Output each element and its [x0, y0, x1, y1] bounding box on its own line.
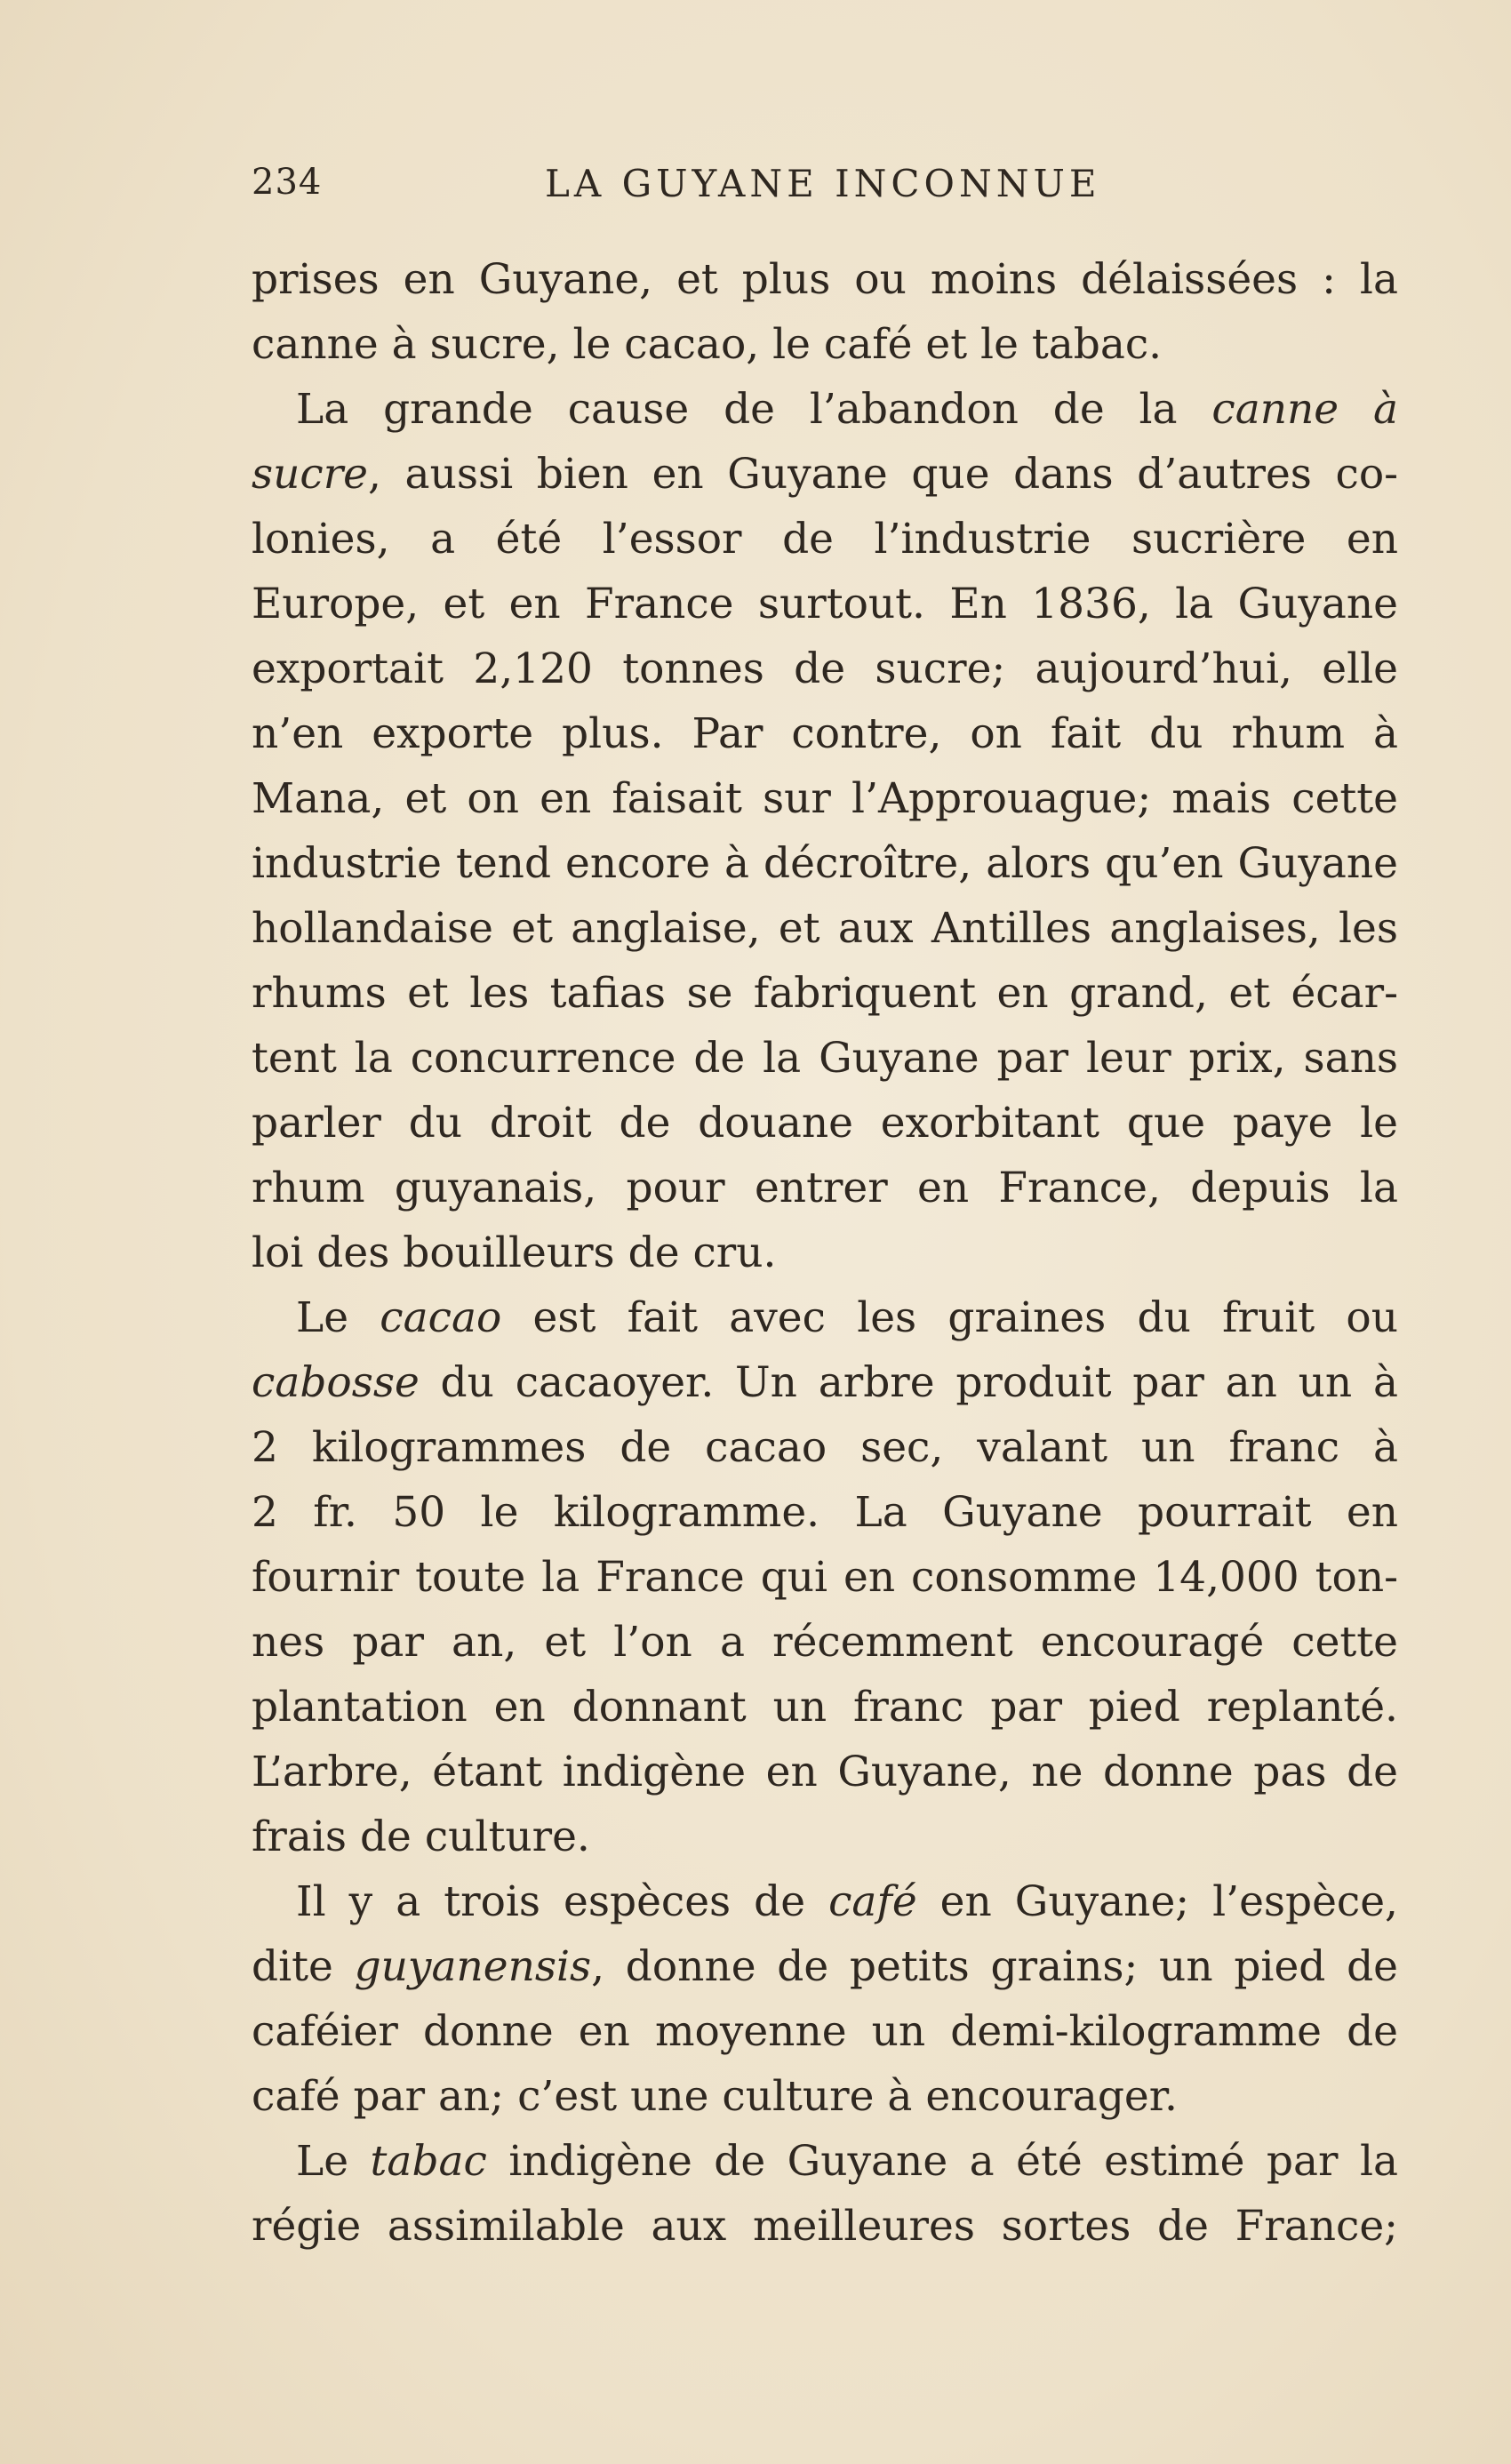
text-run: , donne de petits grains; un pied de: [591, 1942, 1398, 1991]
text-run: industrie tend encore à décroître, alors qu’en Guyane: [252, 839, 1398, 888]
text-line: [252, 507, 1398, 572]
text-line: [252, 572, 1398, 636]
text-line: [252, 1156, 1398, 1220]
page-header: [252, 162, 1398, 215]
text-run: La grande cause de l’abandon de la: [296, 385, 1212, 434]
page-number: 234: [252, 162, 323, 203]
text-line: [252, 1350, 1398, 1415]
italic-term: tabac: [370, 2137, 487, 2186]
text-run: lonies, a été l’essor de l’industrie sucrière en: [252, 515, 1398, 564]
text-run: café par an; c’est une culture à encourager.: [252, 2072, 1178, 2121]
text-run: du cacaoyer. Un arbre produit par an un à: [419, 1358, 1398, 1407]
text-line: [252, 1545, 1398, 1610]
text-line: [252, 1026, 1398, 1091]
text-line: [252, 636, 1398, 701]
running-title: LA GUYANE INCONNUE: [545, 162, 1101, 205]
text-line: [252, 766, 1398, 831]
text-run: Mana, et on en faisait sur l’Approuague; mais cette: [252, 774, 1398, 823]
text-line: [252, 1740, 1398, 1804]
text-line: [252, 1934, 1398, 1999]
text-line: [252, 247, 1398, 312]
text-run: Le: [296, 1293, 380, 1342]
text-run: hollandaise et anglaise, et aux Antilles anglaises, les: [252, 904, 1398, 953]
text-line: [252, 2194, 1398, 2259]
text-run: nes par an, et l’on a récemment encouragé cette: [252, 1618, 1398, 1667]
text-line: [252, 701, 1398, 766]
text-run: caféier donne en moyenne un demi-kilogramme de: [252, 2007, 1398, 2056]
text-run: frais de culture.: [252, 1812, 590, 1861]
italic-term: cabosse: [252, 1358, 420, 1407]
text-run: , aussi bien en Guyane que dans d’autres co-: [368, 450, 1398, 499]
text-run: tent la concurrence de la Guyane par leur prix, sans: [252, 1034, 1398, 1083]
italic-term: guyanensis: [354, 1942, 592, 1991]
text-line: [252, 442, 1398, 507]
text-line: [252, 1869, 1398, 1934]
text-run: exportait 2,120 tonnes de sucre; aujourd’hui, elle: [252, 644, 1398, 693]
text-line: [252, 2064, 1398, 2129]
text-run: rhums et les tafias se fabriquent en grand, et écar-: [252, 969, 1398, 1018]
italic-term: sucre: [252, 450, 368, 499]
text-run: Europe, et en France surtout. En 1836, la Guyane: [252, 580, 1398, 628]
text-run: indigène de Guyane a été estimé par la: [486, 2137, 1398, 2186]
text-line: [252, 1610, 1398, 1675]
text-run: rhum guyanais, pour entrer en France, depuis la: [252, 1164, 1398, 1212]
text-line: [252, 1220, 1398, 1285]
text-line: [252, 312, 1398, 377]
text-line: [252, 961, 1398, 1026]
text-run: parler du droit de douane exorbitant que paye le: [252, 1099, 1398, 1148]
text-run: L’arbre, étant indigène en Guyane, ne donne pas de: [252, 1748, 1398, 1796]
text-run: en Guyane; l’espèce,: [916, 1877, 1398, 1926]
text-line: [252, 1091, 1398, 1156]
text-run: prises en Guyane, et plus ou moins délaissées : la: [252, 255, 1398, 304]
text-run: plantation en donnant un franc par pied replanté.: [252, 1683, 1398, 1732]
text-run: régie assimilable aux meilleures sortes de France;: [252, 2202, 1398, 2251]
text-line: [252, 831, 1398, 896]
text-line: [252, 1480, 1398, 1545]
text-line: [252, 2129, 1398, 2194]
text-run: 2 kilogrammes de cacao sec, valant un franc à: [252, 1423, 1398, 1472]
text-run: dite: [252, 1942, 355, 1991]
text-run: Il y a trois espèces de: [296, 1877, 829, 1926]
text-line: [252, 1675, 1398, 1740]
italic-term: canne à: [1211, 385, 1398, 434]
text-line: [252, 896, 1398, 961]
text-run: loi des bouilleurs de cru.: [252, 1228, 777, 1277]
text-run: fournir toute la France qui en consomme 14,000 ton-: [252, 1553, 1398, 1602]
text-run: 2 fr. 50 le kilogramme. La Guyane pourrait en: [252, 1488, 1398, 1537]
text-run: Le: [296, 2137, 371, 2186]
text-line: [252, 1804, 1398, 1869]
text-line: [252, 1285, 1398, 1350]
text-line: [252, 1999, 1398, 2064]
italic-term: café: [828, 1877, 917, 1926]
text-run: est fait avec les graines du fruit ou: [501, 1293, 1398, 1342]
text-line: [252, 377, 1398, 442]
text-run: canne à sucre, le cacao, le café et le tabac.: [252, 320, 1163, 369]
text-line: [252, 1415, 1398, 1480]
body-text: [252, 247, 1398, 2259]
text-run: n’en exporte plus. Par contre, on fait du rhum à: [252, 709, 1398, 758]
italic-term: cacao: [380, 1293, 502, 1342]
